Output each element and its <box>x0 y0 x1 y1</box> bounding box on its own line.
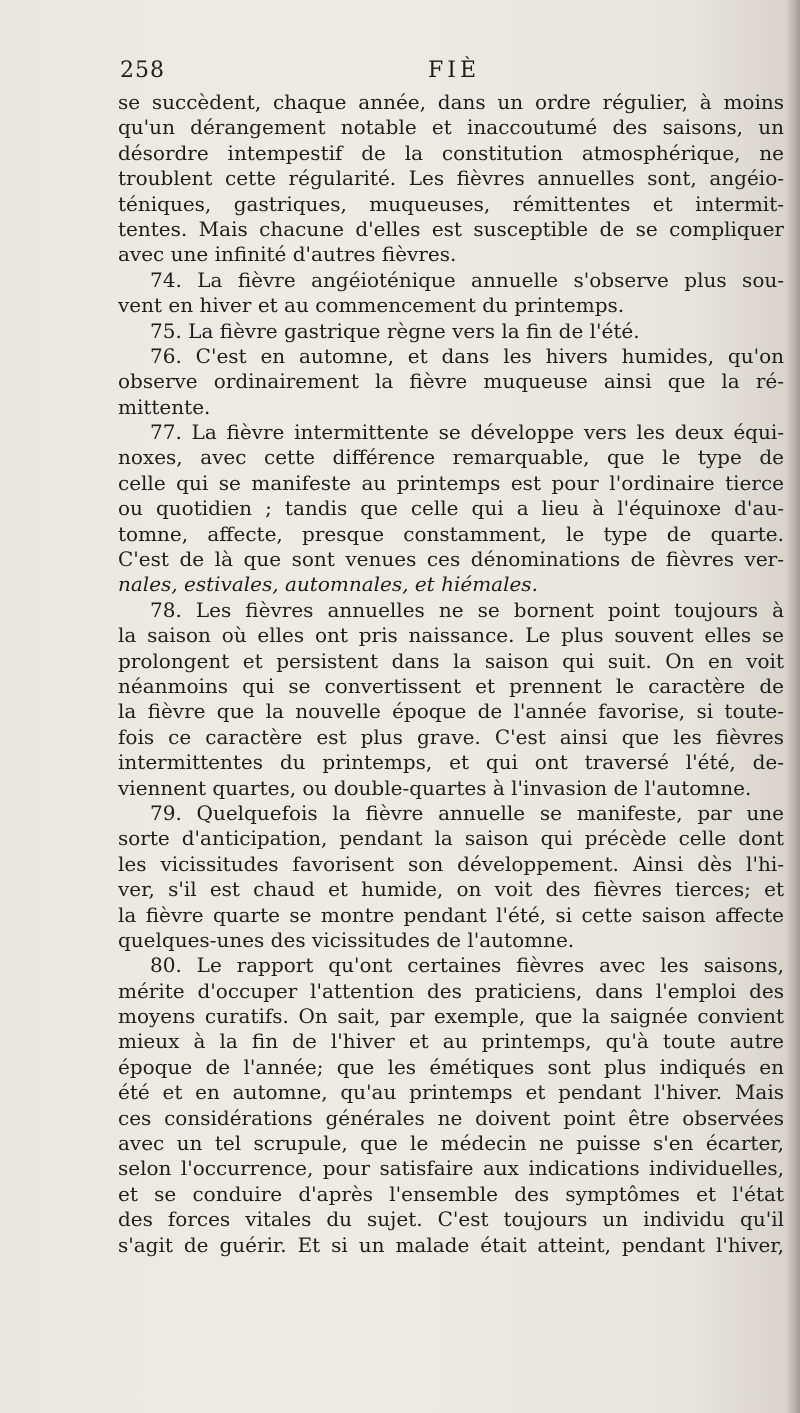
text-line: troublent cette régularité. Les fièvres annuelles sont, angéio- <box>118 166 784 191</box>
running-head: FIÈ <box>428 58 481 83</box>
text-line: prolongent et persistent dans la saison qui suit. On en voit <box>118 648 784 673</box>
text-line: celle qui se manifeste au printemps est pour l'ordinaire tierce <box>118 470 784 495</box>
text-line: la fièvre quarte se montre pendant l'été, si cette saison affecte <box>118 902 784 927</box>
text-line: s'agit de guérir. Et si un malade était atteint, pendant l'hiver, <box>118 1232 784 1257</box>
text-line: qu'un dérangement notable et inaccoutumé des saisons, un <box>118 115 784 140</box>
text-line: la saison où elles ont pris naissance. Le plus souvent elles se <box>118 623 784 648</box>
paragraph-76-line: 76. C'est en automne, et dans les hivers humides, qu'on <box>150 343 784 368</box>
paragraph-80-line: 80. Le rapport qu'ont certaines fièvres avec les saisons, <box>150 953 784 978</box>
text-line-italic <box>118 572 784 597</box>
text-line: mieux à la fin de l'hiver et au printemps, qu'à toute autre <box>118 1029 784 1054</box>
text-line: intermittentes du printemps, et qui ont traversé l'été, de- <box>118 750 784 775</box>
text-line: les vicissitudes favorisent son développement. Ainsi dès l'hi- <box>118 851 784 876</box>
text-line: se succèdent, chaque année, dans un ordre régulier, à moins <box>118 90 784 114</box>
text-line: époque de l'année; que les émétiques sont plus indiqués en <box>118 1054 784 1079</box>
text-line: avec une infinité d'autres fièvres. <box>118 242 457 267</box>
italic-season-names: nales, estivales, automnales, et hiémales. <box>118 572 538 597</box>
text-line: selon l'occurrence, pour satisfaire aux indications individuelles, <box>118 1156 784 1181</box>
text-line: mittente. <box>118 394 211 419</box>
text-line: des forces vitales du sujet. C'est toujours un individu qu'il <box>118 1207 784 1232</box>
text-line: ou quotidien ; tandis que celle qui a lieu à l'équinoxe d'au- <box>118 496 784 521</box>
text-line: C'est de là que sont venues ces dénominations de fièvres ver- <box>118 547 784 572</box>
text-line: moyens curatifs. On sait, par exemple, que la saignée convient <box>118 1004 784 1029</box>
paragraph-78-line: 78. Les fièvres annuelles ne se bornent point toujours à <box>150 597 784 622</box>
text-line: sorte d'anticipation, pendant la saison qui précède celle dont <box>118 826 784 851</box>
text-line: quelques-unes des vicissitudes de l'automne. <box>118 927 575 952</box>
text-line: la fièvre que la nouvelle époque de l'année favorise, si toute- <box>118 699 784 724</box>
text-line: tentes. Mais chacune d'elles est susceptible de se compliquer <box>118 216 784 241</box>
page-number: 258 <box>120 58 165 83</box>
text-line: mérite d'occuper l'attention des praticiens, dans l'emploi des <box>118 978 784 1003</box>
paragraph-74-line: 74. La fièvre angéioténique annuelle s'observe plus sou- <box>150 267 784 292</box>
page-gutter-shadow <box>786 0 800 1413</box>
text-line: ces considérations générales ne doivent point être observées <box>118 1105 784 1130</box>
paragraph-79-line: 79. Quelquefois la fièvre annuelle se manifeste, par une <box>150 800 784 825</box>
paragraph-75-line: 75. La fièvre gastrique règne vers la fin de l'été. <box>150 318 640 343</box>
text-line: et se conduire d'après l'ensemble des symptômes et l'état <box>118 1181 784 1206</box>
page-header <box>120 58 720 88</box>
text-line: fois ce caractère est plus grave. C'est ainsi que les fièvres <box>118 724 784 749</box>
text-line: désordre intempestif de la constitution atmosphérique, ne <box>118 140 784 165</box>
text-line: avec un tel scrupule, que le médecin ne puisse s'en écarter, <box>118 1131 784 1156</box>
text-line: noxes, avec cette différence remarquable, que le type de <box>118 445 784 470</box>
text-line: viennent quartes, ou double-quartes à l'invasion de l'automne. <box>118 775 752 800</box>
text-line: été et en automne, qu'au printemps et pendant l'hiver. Mais <box>118 1080 784 1105</box>
paragraph-77-line: 77. La fièvre intermittente se développe vers les deux équi- <box>150 420 784 445</box>
text-line: observe ordinairement la fièvre muqueuse ainsi que la ré- <box>118 369 784 394</box>
text-line: ver, s'il est chaud et humide, on voit des fièvres tierces; et <box>118 877 784 902</box>
text-line: néanmoins qui se convertissent et prennent le caractère de <box>118 673 784 698</box>
text-line: vent en hiver et au commencement du printemps. <box>118 293 625 318</box>
body-text <box>118 90 784 1258</box>
text-line: téniques, gastriques, muqueuses, rémittentes et intermit- <box>118 191 784 216</box>
text-line: tomne, affecte, presque constamment, le type de quarte. <box>118 521 784 546</box>
